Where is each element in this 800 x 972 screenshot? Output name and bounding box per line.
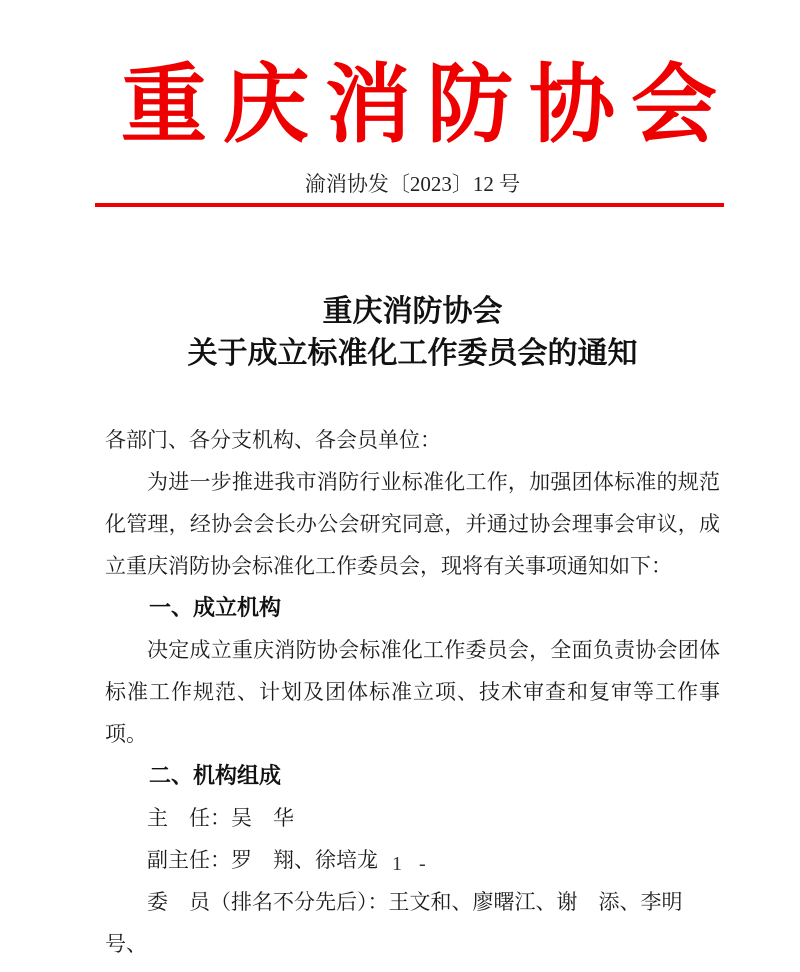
role-line-director: 主 任：吴 华 — [147, 806, 294, 830]
role-line-deputy-directors: 副主任：罗 翔、徐培龙 — [147, 848, 378, 872]
document-title-line2: 关于成立标准化工作委员会的通知 — [187, 337, 638, 370]
doc-number: 渝消协发〔2023〕12 号 — [304, 172, 521, 196]
salutation: 各部门、各分支机构、各会员单位： — [105, 428, 441, 452]
letterhead — [105, 54, 733, 207]
document-title-line1: 重庆消防协会 — [322, 295, 503, 328]
letterhead-org-name: 重庆消防协会 — [121, 54, 733, 155]
red-divider-line — [95, 203, 724, 207]
section-2-heading: 二、机构组成 — [149, 763, 282, 788]
page-number: - 1 - — [368, 853, 432, 875]
intro-paragraph: 为进一步推进我市消防行业标准化工作，加强团体标准的规范化管理，经协会会长办公会研究同意，并通过协会理事会审议，成立重庆消防协会标准化工作委员会，现将有关事项通知如下： — [105, 470, 720, 578]
section-1-paragraph: 决定成立重庆消防协会标准化工作委员会，全面负责协会团体标准工作规范、计划及团体标准立项、技术审查和复审等工作事项。 — [105, 638, 720, 746]
role-line-committee-members: 委 员（排名不分先后）：王文和、廖曙江、谢 添、李明号、 — [105, 890, 683, 956]
section-1-heading: 一、成立机构 — [149, 595, 282, 620]
document-title — [105, 291, 720, 375]
